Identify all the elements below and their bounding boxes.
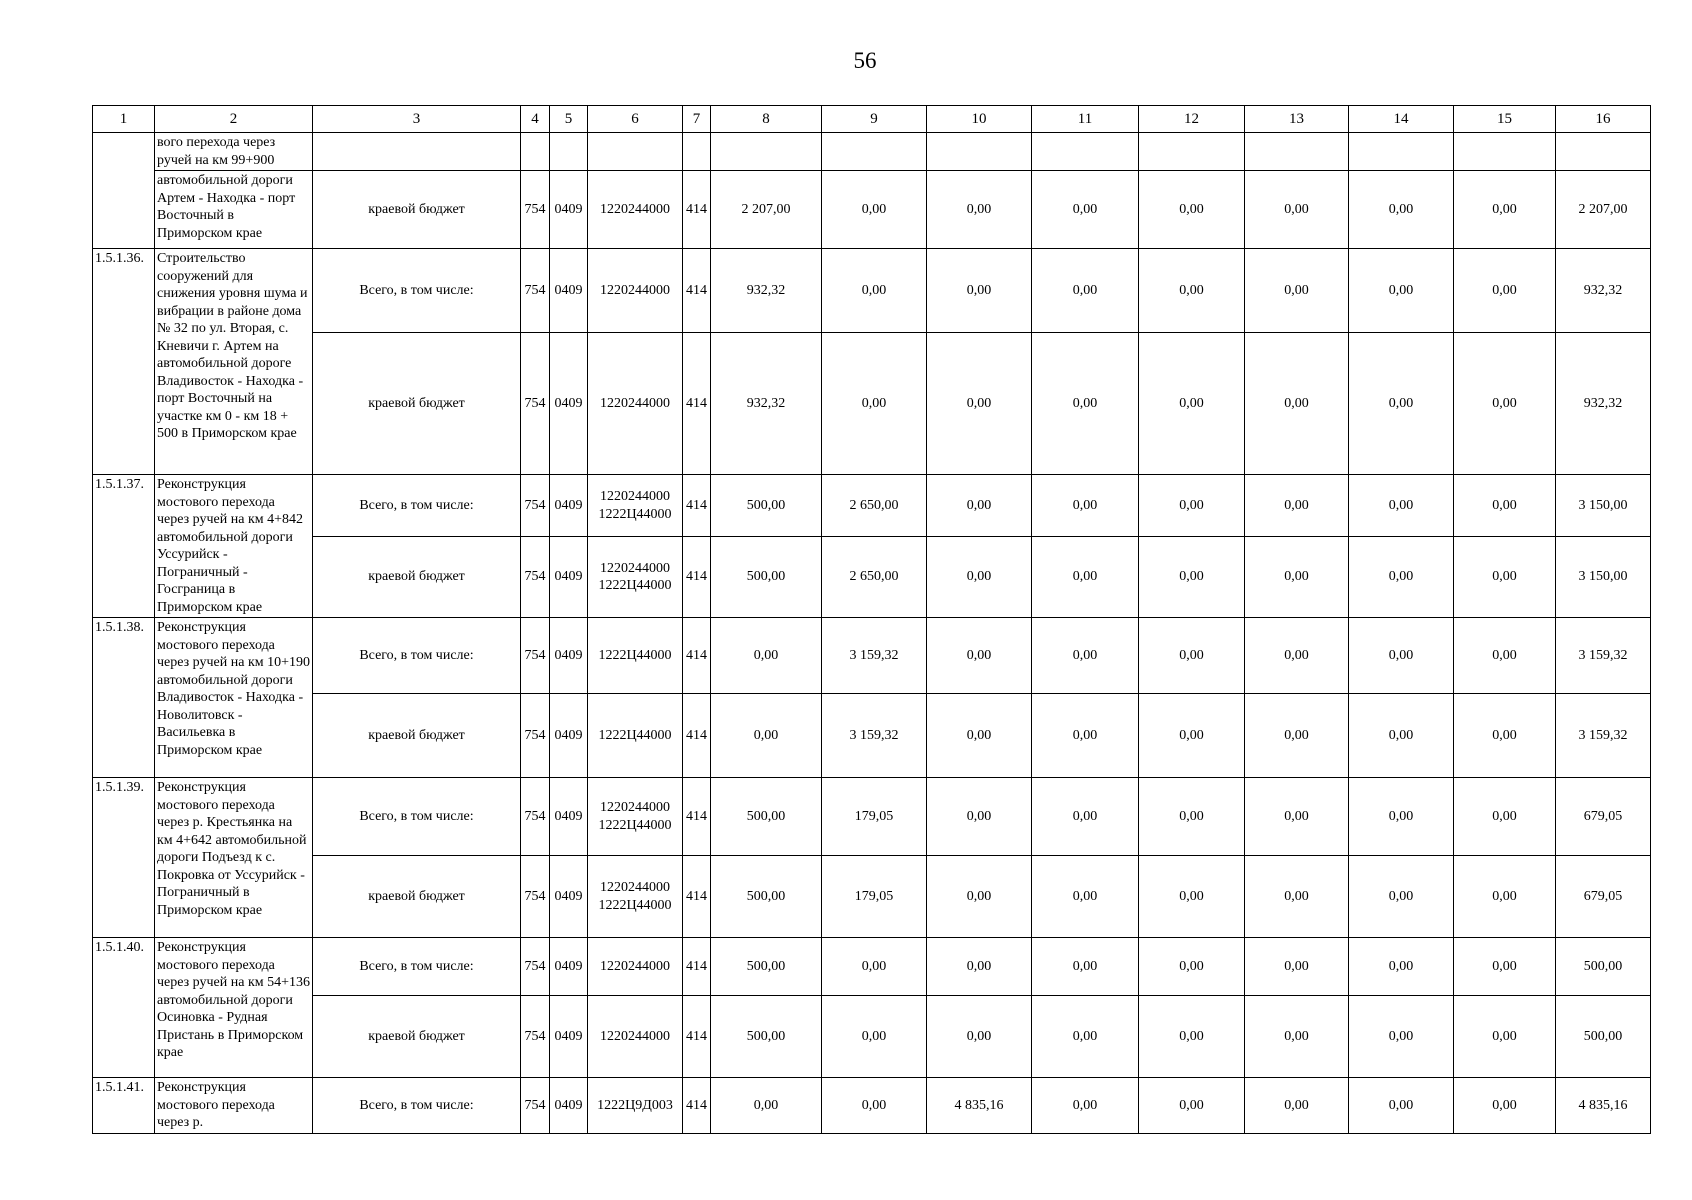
column-number-header: 15 [1454, 106, 1556, 133]
total-value: 3 159,32 [1556, 694, 1651, 778]
year-value: 0,00 [927, 618, 1032, 694]
year-value: 0,00 [1454, 475, 1556, 537]
year-value: 3 159,32 [822, 694, 927, 778]
year-value: 2 650,00 [822, 537, 927, 618]
funding-source: Всего, в том числе: [313, 778, 521, 856]
year-value: 0,00 [1139, 1078, 1245, 1134]
total-value: 932,32 [1556, 249, 1651, 333]
item-number [93, 133, 155, 249]
total-value: 4 835,16 [1556, 1078, 1651, 1134]
funding-source: краевой бюджет [313, 333, 521, 475]
funding-source: Всего, в том числе: [313, 249, 521, 333]
ministry-code: 754 [521, 171, 550, 249]
empty-cell [1139, 133, 1245, 171]
column-number-header: 3 [313, 106, 521, 133]
year-value: 0,00 [927, 333, 1032, 475]
target-article-code-line: 1220244000 [600, 800, 670, 815]
year-value: 179,05 [822, 856, 927, 938]
section-code: 0409 [550, 618, 588, 694]
ministry-code: 754 [521, 1078, 550, 1134]
section-code: 0409 [550, 475, 588, 537]
total-value: 3 150,00 [1556, 475, 1651, 537]
year-value: 0,00 [927, 856, 1032, 938]
empty-cell [1032, 133, 1139, 171]
empty-cell [521, 133, 550, 171]
expense-type-code: 414 [683, 249, 711, 333]
year-value: 0,00 [1454, 778, 1556, 856]
item-name: вого перехода через ручей на км 99+900 [155, 133, 313, 171]
year-value: 0,00 [1139, 778, 1245, 856]
year-value: 0,00 [1032, 856, 1139, 938]
year-value: 0,00 [711, 694, 822, 778]
expense-type-code: 414 [683, 778, 711, 856]
funding-source: краевой бюджет [313, 856, 521, 938]
ministry-code: 754 [521, 618, 550, 694]
section-code: 0409 [550, 171, 588, 249]
year-value: 0,00 [1245, 856, 1349, 938]
target-article-code [588, 996, 683, 1078]
expense-type-code: 414 [683, 475, 711, 537]
year-value: 0,00 [927, 938, 1032, 996]
year-value: 0,00 [1245, 996, 1349, 1078]
table-row [93, 618, 1651, 694]
target-article-code-line: 1220244000 [600, 1028, 670, 1044]
total-value: 679,05 [1556, 778, 1651, 856]
year-value: 0,00 [1349, 333, 1454, 475]
item-number: 1.5.1.37. [93, 475, 155, 618]
column-number-header: 12 [1139, 106, 1245, 133]
total-value: 3 150,00 [1556, 537, 1651, 618]
year-value: 0,00 [1032, 171, 1139, 249]
year-value: 2 207,00 [711, 171, 822, 249]
item-name: Реконструкция мостового перехода через ручей на км 10+190 автомобильной дороги Владивосток - Находка - Новолитовск - Васильевка в Приморском крае [155, 618, 313, 778]
column-number-header: 5 [550, 106, 588, 133]
item-number: 1.5.1.39. [93, 778, 155, 938]
table-row [93, 249, 1651, 333]
year-value: 0,00 [1245, 333, 1349, 475]
funding-source: Всего, в том числе: [313, 618, 521, 694]
target-article-code-line: 1222Ц44000 [598, 817, 672, 833]
year-value: 0,00 [1139, 618, 1245, 694]
year-value: 0,00 [1245, 618, 1349, 694]
target-article-code-line: 1222Ц44000 [598, 727, 672, 743]
year-value: 0,00 [1349, 856, 1454, 938]
year-value: 0,00 [927, 171, 1032, 249]
target-article-code [588, 778, 683, 856]
section-code: 0409 [550, 938, 588, 996]
year-value: 0,00 [1139, 996, 1245, 1078]
year-value: 0,00 [1139, 938, 1245, 996]
year-value: 0,00 [1349, 537, 1454, 618]
year-value: 500,00 [711, 475, 822, 537]
table-row [93, 856, 1651, 938]
table-row [93, 333, 1651, 475]
target-article-code-line: 1220244000 [600, 201, 670, 217]
year-value: 0,00 [1245, 537, 1349, 618]
target-article-code-line: 1220244000 [600, 282, 670, 298]
table-row [93, 778, 1651, 856]
year-value: 0,00 [1454, 938, 1556, 996]
target-article-code [588, 618, 683, 694]
column-number-header: 13 [1245, 106, 1349, 133]
year-value: 0,00 [1032, 333, 1139, 475]
target-article-code [588, 1078, 683, 1134]
year-value: 0,00 [1245, 1078, 1349, 1134]
year-value: 0,00 [711, 618, 822, 694]
item-name: Реконструкция мостового перехода через ручей на км 4+842 автомобильной дороги Уссурийск - Пограничный - Госграница в Приморском крае [155, 475, 313, 618]
total-value: 2 207,00 [1556, 171, 1651, 249]
target-article-code-line: 1222Ц44000 [598, 897, 672, 913]
expense-type-code: 414 [683, 333, 711, 475]
year-value: 500,00 [711, 537, 822, 618]
empty-cell [550, 133, 588, 171]
item-name: Строительство сооружений для снижения уровня шума и вибрации в районе дома № 32 по ул. Вторая, с. Кневичи г. Артем на автомобильной дороге Владивосток - Находка - порт Восточный на участке км 0 - км 18 + 500 в Приморском крае [155, 249, 313, 475]
section-code: 0409 [550, 778, 588, 856]
year-value: 179,05 [822, 778, 927, 856]
target-article-code-line: 1220244000 [600, 395, 670, 411]
expense-type-code: 414 [683, 171, 711, 249]
year-value: 0,00 [822, 171, 927, 249]
target-article-code [588, 694, 683, 778]
empty-cell [1556, 133, 1651, 171]
year-value: 0,00 [1139, 694, 1245, 778]
year-value: 3 159,32 [822, 618, 927, 694]
column-number-header: 4 [521, 106, 550, 133]
year-value: 0,00 [1032, 1078, 1139, 1134]
target-article-code-line: 1220244000 [600, 958, 670, 974]
funding-source: краевой бюджет [313, 996, 521, 1078]
empty-cell [313, 133, 521, 171]
expense-type-code: 414 [683, 856, 711, 938]
column-number-header: 8 [711, 106, 822, 133]
year-value: 0,00 [1245, 249, 1349, 333]
year-value: 0,00 [1139, 171, 1245, 249]
budget-table [92, 105, 1651, 1134]
funding-source: краевой бюджет [313, 537, 521, 618]
year-value: 0,00 [1245, 171, 1349, 249]
year-value: 0,00 [1349, 1078, 1454, 1134]
year-value: 0,00 [1032, 537, 1139, 618]
year-value: 0,00 [1349, 618, 1454, 694]
year-value: 0,00 [822, 249, 927, 333]
year-value: 0,00 [1454, 1078, 1556, 1134]
year-value: 500,00 [711, 938, 822, 996]
column-number-header: 14 [1349, 106, 1454, 133]
column-number-header: 10 [927, 106, 1032, 133]
table-row [93, 537, 1651, 618]
target-article-code-line: 1222Ц44000 [598, 506, 672, 522]
expense-type-code: 414 [683, 618, 711, 694]
ministry-code: 754 [521, 996, 550, 1078]
target-article-code-line: 1220244000 [600, 489, 670, 505]
year-value: 0,00 [1032, 778, 1139, 856]
item-name: Реконструкция мостового перехода через р. Крестьянка на км 4+642 автомобильной дороги Подъезд к с. Покровка от Уссурийск - Пограничный в Приморском крае [155, 778, 313, 938]
total-value: 500,00 [1556, 996, 1651, 1078]
table-row [93, 938, 1651, 996]
empty-cell [1349, 133, 1454, 171]
year-value: 0,00 [1454, 333, 1556, 475]
year-value: 0,00 [1454, 249, 1556, 333]
year-value: 0,00 [1349, 778, 1454, 856]
year-value: 932,32 [711, 333, 822, 475]
year-value: 0,00 [1349, 996, 1454, 1078]
year-value: 0,00 [1454, 171, 1556, 249]
table-row [93, 694, 1651, 778]
year-value: 0,00 [927, 778, 1032, 856]
expense-type-code: 414 [683, 694, 711, 778]
section-code: 0409 [550, 249, 588, 333]
table-row [93, 171, 1651, 249]
year-value: 0,00 [822, 1078, 927, 1134]
expense-type-code: 414 [683, 1078, 711, 1134]
year-value: 0,00 [1454, 618, 1556, 694]
year-value: 0,00 [1349, 694, 1454, 778]
section-code: 0409 [550, 856, 588, 938]
item-name: Реконструкция мостового перехода через р. [155, 1078, 313, 1134]
year-value: 0,00 [1139, 333, 1245, 475]
year-value: 0,00 [1454, 856, 1556, 938]
expense-type-code: 414 [683, 996, 711, 1078]
year-value: 0,00 [1349, 249, 1454, 333]
year-value: 0,00 [927, 537, 1032, 618]
header-row [93, 106, 1651, 133]
year-value: 0,00 [1245, 694, 1349, 778]
year-value: 0,00 [1245, 938, 1349, 996]
year-value: 0,00 [927, 249, 1032, 333]
year-value: 500,00 [711, 778, 822, 856]
section-code: 0409 [550, 537, 588, 618]
column-number-header: 7 [683, 106, 711, 133]
year-value: 0,00 [1454, 694, 1556, 778]
ministry-code: 754 [521, 249, 550, 333]
year-value: 0,00 [1454, 996, 1556, 1078]
year-value: 0,00 [1032, 996, 1139, 1078]
funding-source: Всего, в том числе: [313, 938, 521, 996]
target-article-code [588, 938, 683, 996]
column-number-header: 11 [1032, 106, 1139, 133]
total-value: 3 159,32 [1556, 618, 1651, 694]
year-value: 500,00 [711, 856, 822, 938]
total-value: 500,00 [1556, 938, 1651, 996]
year-value: 0,00 [1139, 537, 1245, 618]
item-number: 1.5.1.41. [93, 1078, 155, 1134]
target-article-code-line: 1222Ц9Д003 [597, 1097, 673, 1113]
year-value: 0,00 [1454, 537, 1556, 618]
total-value: 932,32 [1556, 333, 1651, 475]
year-value: 0,00 [1032, 249, 1139, 333]
year-value: 0,00 [1245, 778, 1349, 856]
year-value: 0,00 [1349, 171, 1454, 249]
year-value: 0,00 [822, 938, 927, 996]
empty-cell [1454, 133, 1556, 171]
year-value: 2 650,00 [822, 475, 927, 537]
year-value: 0,00 [1245, 475, 1349, 537]
year-value: 0,00 [1032, 618, 1139, 694]
section-code: 0409 [550, 333, 588, 475]
funding-source: краевой бюджет [313, 171, 521, 249]
year-value: 500,00 [711, 996, 822, 1078]
section-code: 0409 [550, 1078, 588, 1134]
expense-type-code: 414 [683, 938, 711, 996]
item-number: 1.5.1.36. [93, 249, 155, 475]
target-article-code [588, 537, 683, 618]
expense-type-code: 414 [683, 537, 711, 618]
empty-cell [1245, 133, 1349, 171]
target-article-code [588, 333, 683, 475]
year-value: 0,00 [1032, 694, 1139, 778]
table-row [93, 133, 1651, 171]
funding-source: Всего, в том числе: [313, 475, 521, 537]
year-value: 4 835,16 [927, 1078, 1032, 1134]
ministry-code: 754 [521, 938, 550, 996]
column-number-header: 1 [93, 106, 155, 133]
table-row [93, 475, 1651, 537]
section-code: 0409 [550, 996, 588, 1078]
year-value: 0,00 [1032, 938, 1139, 996]
ministry-code: 754 [521, 856, 550, 938]
year-value: 0,00 [1139, 249, 1245, 333]
item-name: автомобильной дороги Артем - Находка - порт Восточный в Приморском крае [155, 171, 313, 249]
funding-source: Всего, в том числе: [313, 1078, 521, 1134]
ministry-code: 754 [521, 694, 550, 778]
year-value: 932,32 [711, 249, 822, 333]
year-value: 0,00 [1032, 475, 1139, 537]
column-number-header: 2 [155, 106, 313, 133]
year-value: 0,00 [822, 996, 927, 1078]
year-value: 0,00 [927, 996, 1032, 1078]
target-article-code [588, 249, 683, 333]
target-article-code-line: 1220244000 [600, 560, 670, 576]
ministry-code: 754 [521, 778, 550, 856]
target-article-code [588, 475, 683, 537]
funding-source: краевой бюджет [313, 694, 521, 778]
empty-cell [822, 133, 927, 171]
target-article-code-line: 1220244000 [600, 880, 670, 895]
year-value: 0,00 [927, 475, 1032, 537]
ministry-code: 754 [521, 333, 550, 475]
section-code: 0409 [550, 694, 588, 778]
item-name: Реконструкция мостового перехода через ручей на км 54+136 автомобильной дороги Осиновка - Рудная Пристань в Приморском крае [155, 938, 313, 1078]
column-number-header: 9 [822, 106, 927, 133]
ministry-code: 754 [521, 537, 550, 618]
empty-cell [683, 133, 711, 171]
year-value: 0,00 [822, 333, 927, 475]
page-number: 56 [853, 48, 877, 73]
item-number: 1.5.1.40. [93, 938, 155, 1078]
empty-cell [927, 133, 1032, 171]
target-article-code [588, 171, 683, 249]
column-number-header: 16 [1556, 106, 1651, 133]
total-value: 679,05 [1556, 856, 1651, 938]
target-article-code [588, 856, 683, 938]
year-value: 0,00 [1139, 856, 1245, 938]
empty-cell [711, 133, 822, 171]
year-value: 0,00 [1139, 475, 1245, 537]
ministry-code: 754 [521, 475, 550, 537]
target-article-code-line: 1222Ц44000 [598, 647, 672, 663]
target-article-code-line: 1222Ц44000 [598, 578, 672, 594]
year-value: 0,00 [927, 694, 1032, 778]
year-value: 0,00 [1349, 938, 1454, 996]
table-row [93, 1078, 1651, 1134]
year-value: 0,00 [1349, 475, 1454, 537]
column-number-header: 6 [588, 106, 683, 133]
table-row [93, 996, 1651, 1078]
item-number: 1.5.1.38. [93, 618, 155, 778]
year-value: 0,00 [711, 1078, 822, 1134]
empty-cell [588, 133, 683, 171]
